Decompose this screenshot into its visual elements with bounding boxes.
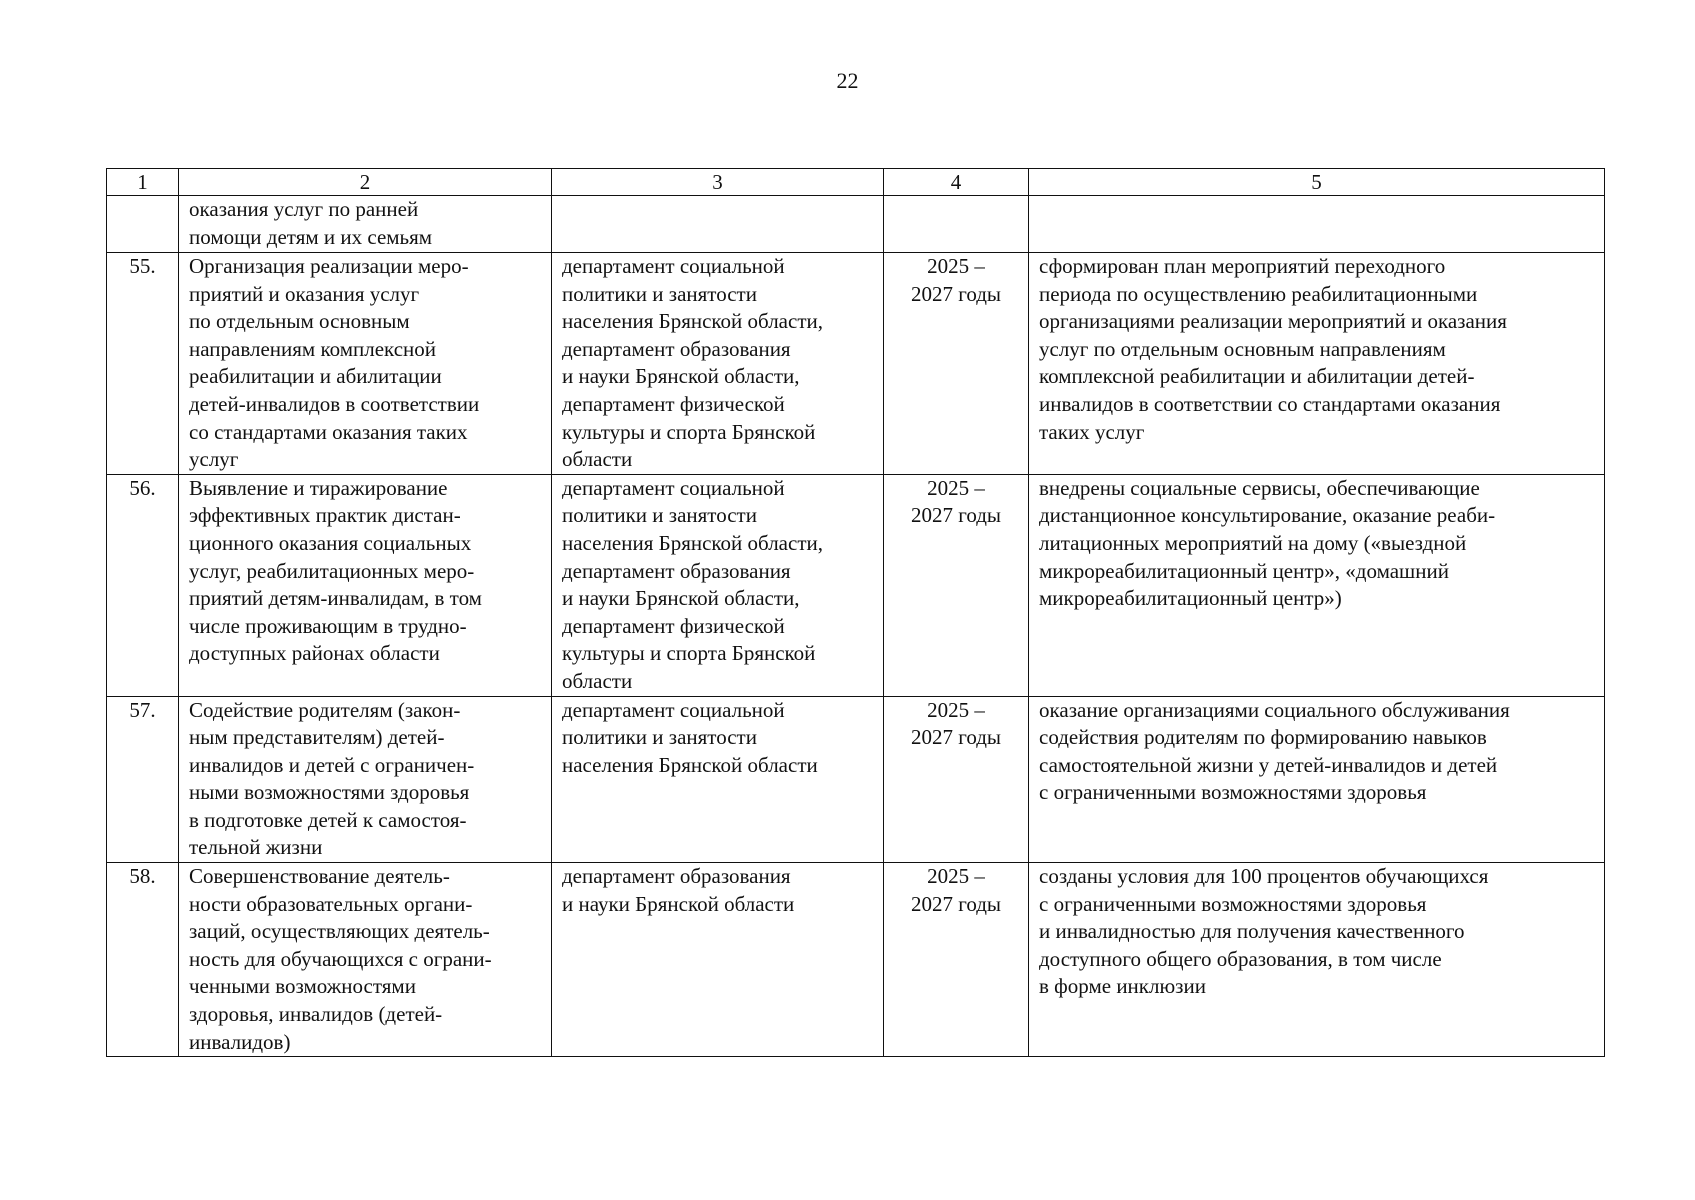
table-row: [107, 863, 1605, 1057]
period-cell: 2025 – 2027 годы: [884, 863, 1029, 1057]
result-cell: сформирован план мероприятий переходного периода по осуществлению реабилитационными организациями реализации мероприятий и оказания услуг по отдельным основным направлениям комплексной реабилитации и абилитации детей- инвалидов в соответствии со стандартами оказания таких услуг: [1029, 253, 1605, 475]
activity-cell: Содействие родителям (закон- ным представителям) детей- инвалидов и детей с ограничен- ными возможностями здоровья в подготовке детей к самостоя- тельной жизни: [179, 696, 552, 863]
row-number: 57.: [107, 696, 179, 863]
table-header-row: [107, 169, 1605, 196]
activity-cell: Организация реализации меро- приятий и оказания услуг по отдельным основным направлениям комплексной реабилитации и абилитации детей-инвалидов в соответствии со стандартами оказания таких услуг: [179, 253, 552, 475]
table-row: [107, 474, 1605, 696]
period-cell: 2025 – 2027 годы: [884, 696, 1029, 863]
responsible-cell: департамент социальной политики и занятости населения Брянской области, департамент образования и науки Брянской области, департамент физической культуры и спорта Брянской области: [552, 253, 884, 475]
responsible-cell: департамент образования и науки Брянской области: [552, 863, 884, 1057]
result-cell: оказание организациями социального обслуживания содействия родителям по формированию навыков самостоятельной жизни у детей-инвалидов и детей с ограниченными возможностями здоровья: [1029, 696, 1605, 863]
measures-table: [106, 168, 1605, 1057]
activity-cell: Совершенствование деятель- ности образовательных органи- заций, осуществляющих деятель- ность для обучающихся с ограни- ченными возможностями здоровья, инвалидов (детей- инвалидов): [179, 863, 552, 1057]
row-number: 58.: [107, 863, 179, 1057]
column-header-3: 3: [552, 169, 884, 196]
table-row: [107, 696, 1605, 863]
activity-cell: Выявление и тиражирование эффективных практик дистан- ционного оказания социальных услуг, реабилитационных меро- приятий детям-инвалидам, в том числе проживающим в трудно- доступных районах области: [179, 474, 552, 696]
result-cell: [1029, 196, 1605, 253]
result-cell: созданы условия для 100 процентов обучающихся с ограниченными возможностями здоровья и инвалидностью для получения качественного доступного общего образования, в том числе в форме инклюзии: [1029, 863, 1605, 1057]
column-header-5: 5: [1029, 169, 1605, 196]
row-number: 56.: [107, 474, 179, 696]
column-header-2: 2: [179, 169, 552, 196]
activity-cell: оказания услуг по ранней помощи детям и их семьям: [179, 196, 552, 253]
row-number: [107, 196, 179, 253]
page-number: 22: [836, 68, 859, 93]
period-cell: 2025 – 2027 годы: [884, 474, 1029, 696]
table-row: [107, 196, 1605, 253]
period-cell: [884, 196, 1029, 253]
period-cell: 2025 – 2027 годы: [884, 253, 1029, 475]
responsible-cell: [552, 196, 884, 253]
result-cell: внедрены социальные сервисы, обеспечивающие дистанционное консультирование, оказание реаби- литационных мероприятий на дому («выездной микрореабилитационный центр», «домашний микрореабилитационный центр»): [1029, 474, 1605, 696]
responsible-cell: департамент социальной политики и занятости населения Брянской области, департамент образования и науки Брянской области, департамент физической культуры и спорта Брянской области: [552, 474, 884, 696]
table-row: [107, 253, 1605, 475]
responsible-cell: департамент социальной политики и занятости населения Брянской области: [552, 696, 884, 863]
row-number: 55.: [107, 253, 179, 475]
column-header-1: 1: [107, 169, 179, 196]
column-header-4: 4: [884, 169, 1029, 196]
